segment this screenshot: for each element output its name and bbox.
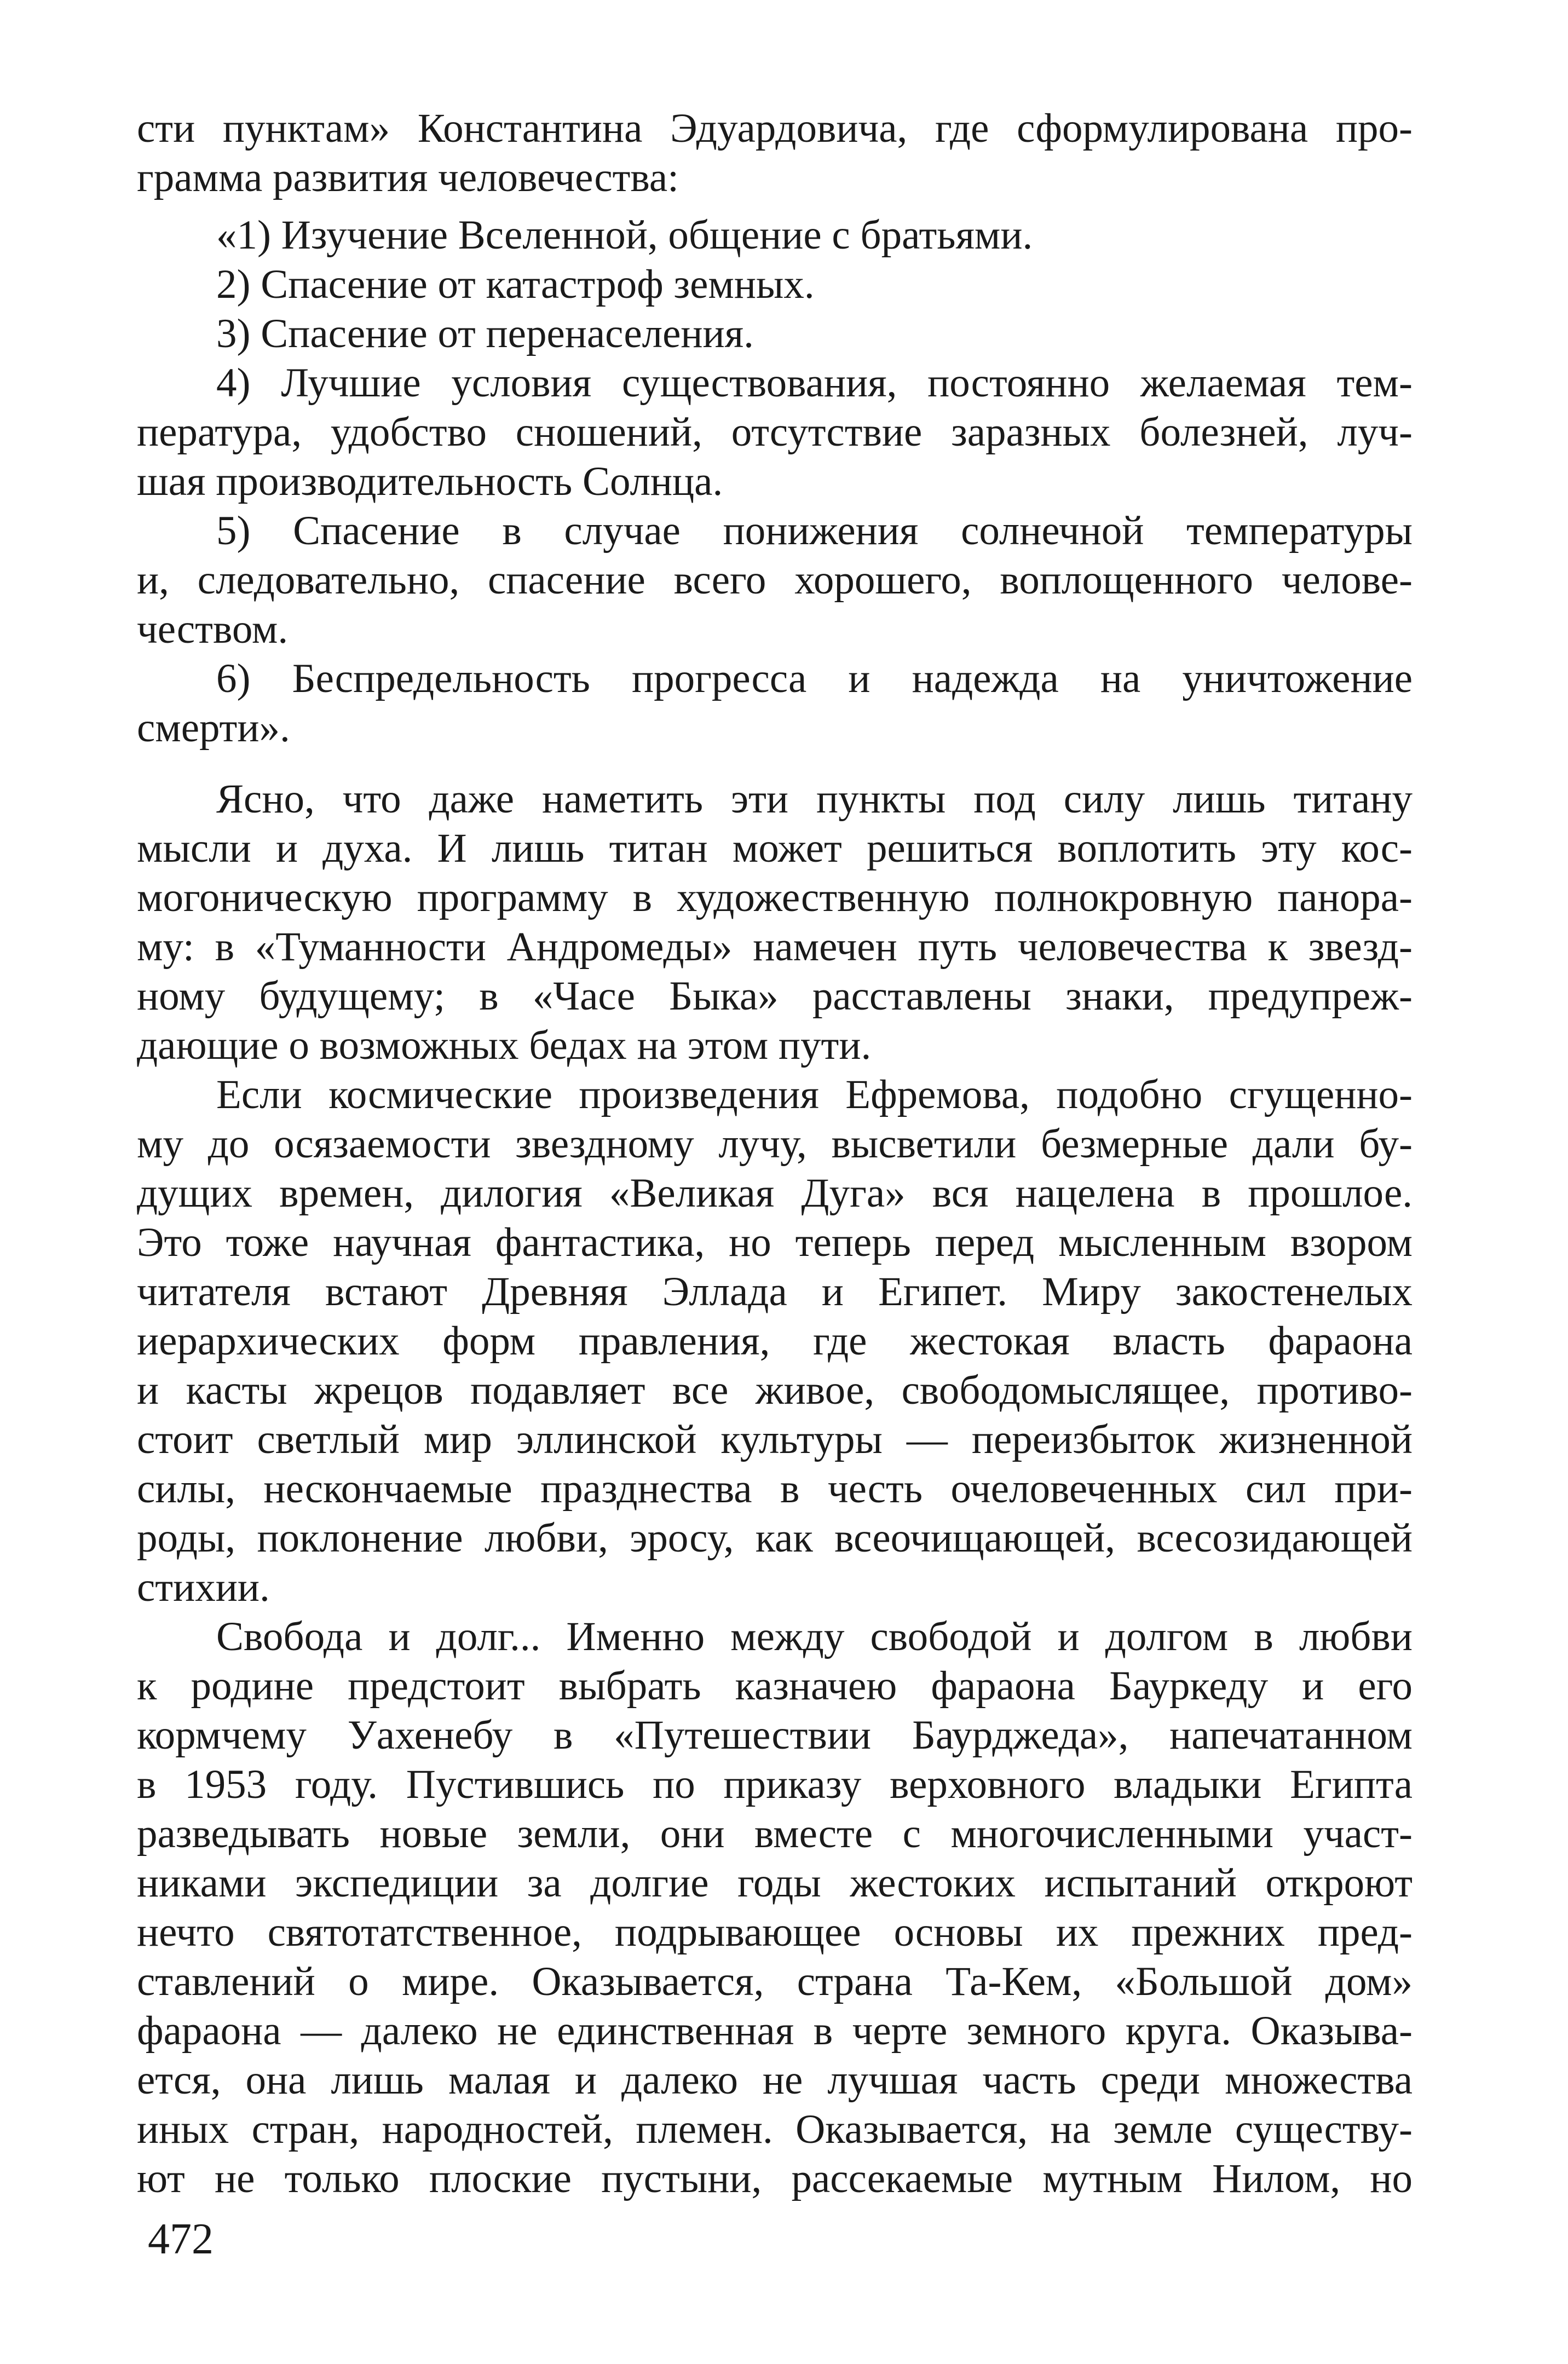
text-line: никами экспедиции за долгие годы жестоких испытаний откроют xyxy=(137,1860,1413,1906)
text-line: му: в «Туманности Андромеды» намечен путь человечества к звезд- xyxy=(137,924,1413,970)
text-line: стоит светлый мир эллинской культуры — переизбыток жизненной xyxy=(137,1417,1413,1462)
text-line: дущих времен, дилогия «Великая Дуга» вся нацелена в прошлое. xyxy=(137,1171,1413,1216)
text-line: «1) Изучение Вселенной, общение с братьями. xyxy=(216,212,1033,258)
text-line: ставлений о мире. Оказывается, страна Та-Кем, «Большой дом» xyxy=(137,1959,1413,2004)
text-line: фараона — далеко не единственная в черте земного круга. Оказыва- xyxy=(137,2008,1413,2054)
text-line: мысли и духа. И лишь титан может решиться воплотить эту кос- xyxy=(137,826,1413,871)
text-line: смерти». xyxy=(137,705,290,751)
text-line: Ясно, что даже наметить эти пункты под силу лишь титану xyxy=(216,776,1413,822)
page-number: 472 xyxy=(148,2215,214,2263)
text-line: сти пунктам» Константина Эдуардовича, где сформулирована про- xyxy=(137,106,1413,151)
text-line: силы, нескончаемые празднества в честь очеловеченных сил при- xyxy=(137,1466,1413,1512)
text-line: дающие о возможных бедах на этом пути. xyxy=(137,1023,872,1068)
text-line: могоническую программу в художественную полнокровную панора- xyxy=(137,875,1413,920)
text-line: Если космические произведения Ефремова, подобно сгущенно- xyxy=(216,1072,1413,1117)
text-line: читателя встают Древняя Эллада и Египет. Миру закостенелых xyxy=(137,1269,1413,1314)
book-page xyxy=(137,104,1413,2272)
text-line: к родине предстоит выбрать казначею фараона Бауркеду и его xyxy=(137,1663,1413,1709)
text-line: 5) Спасение в случае понижения солнечной температуры xyxy=(216,508,1413,553)
text-line: Это тоже научная фантастика, но теперь перед мысленным взором xyxy=(137,1220,1413,1265)
text-line: чеством. xyxy=(137,607,289,652)
text-line: кормчему Уахенебу в «Путешествии Баурджеда», напечатанном xyxy=(137,1713,1413,1758)
text-line: и касты жрецов подавляет все живое, свободомыслящее, противо- xyxy=(137,1368,1413,1413)
text-line: в 1953 году. Пустившись по приказу верховного владыки Египта xyxy=(137,1762,1413,1807)
text-line: роды, поклонение любви, эросу, как всеочищающей, всесозидающей xyxy=(137,1515,1413,1561)
text-line: пература, удобство сношений, отсутствие заразных болезней, луч- xyxy=(137,410,1413,455)
text-line: му до осязаемости звездному лучу, высветили безмерные дали бу- xyxy=(137,1121,1413,1167)
text-line: 6) Беспредельность прогресса и надежда на уничтожение xyxy=(216,656,1413,701)
text-line: нечто святотатственное, подрывающее основы их прежних пред- xyxy=(137,1910,1413,1955)
text-line: иерархических форм правления, где жестокая власть фараона xyxy=(137,1318,1413,1364)
text-line: ному будущему; в «Часе Быка» расставлены знаки, предупреж- xyxy=(137,973,1413,1019)
text-line: шая производительность Солнца. xyxy=(137,459,723,504)
text-line: и, следовательно, спасение всего хорошего, воплощенного челове- xyxy=(137,557,1413,603)
text-line: иных стран, народностей, племен. Оказывается, на земле существу- xyxy=(137,2107,1413,2152)
text-line: ется, она лишь малая и далеко не лучшая часть среди множества xyxy=(137,2057,1413,2103)
text-line: ют не только плоские пустыни, рассекаемые мутным Нилом, но xyxy=(137,2156,1413,2201)
text-line: Свобода и долг... Именно между свободой и долгом в любви xyxy=(216,1614,1413,1659)
text-line: 2) Спасение от катастроф земных. xyxy=(216,262,815,307)
text-line: грамма развития человечества: xyxy=(137,155,679,200)
text-line: 3) Спасение от перенаселения. xyxy=(216,311,754,356)
text-line: стихии. xyxy=(137,1565,270,1610)
text-line: 4) Лучшие условия существования, постоянно желаемая тем- xyxy=(216,360,1413,406)
text-line: разведывать новые земли, они вместе с многочисленными участ- xyxy=(137,1811,1413,1856)
